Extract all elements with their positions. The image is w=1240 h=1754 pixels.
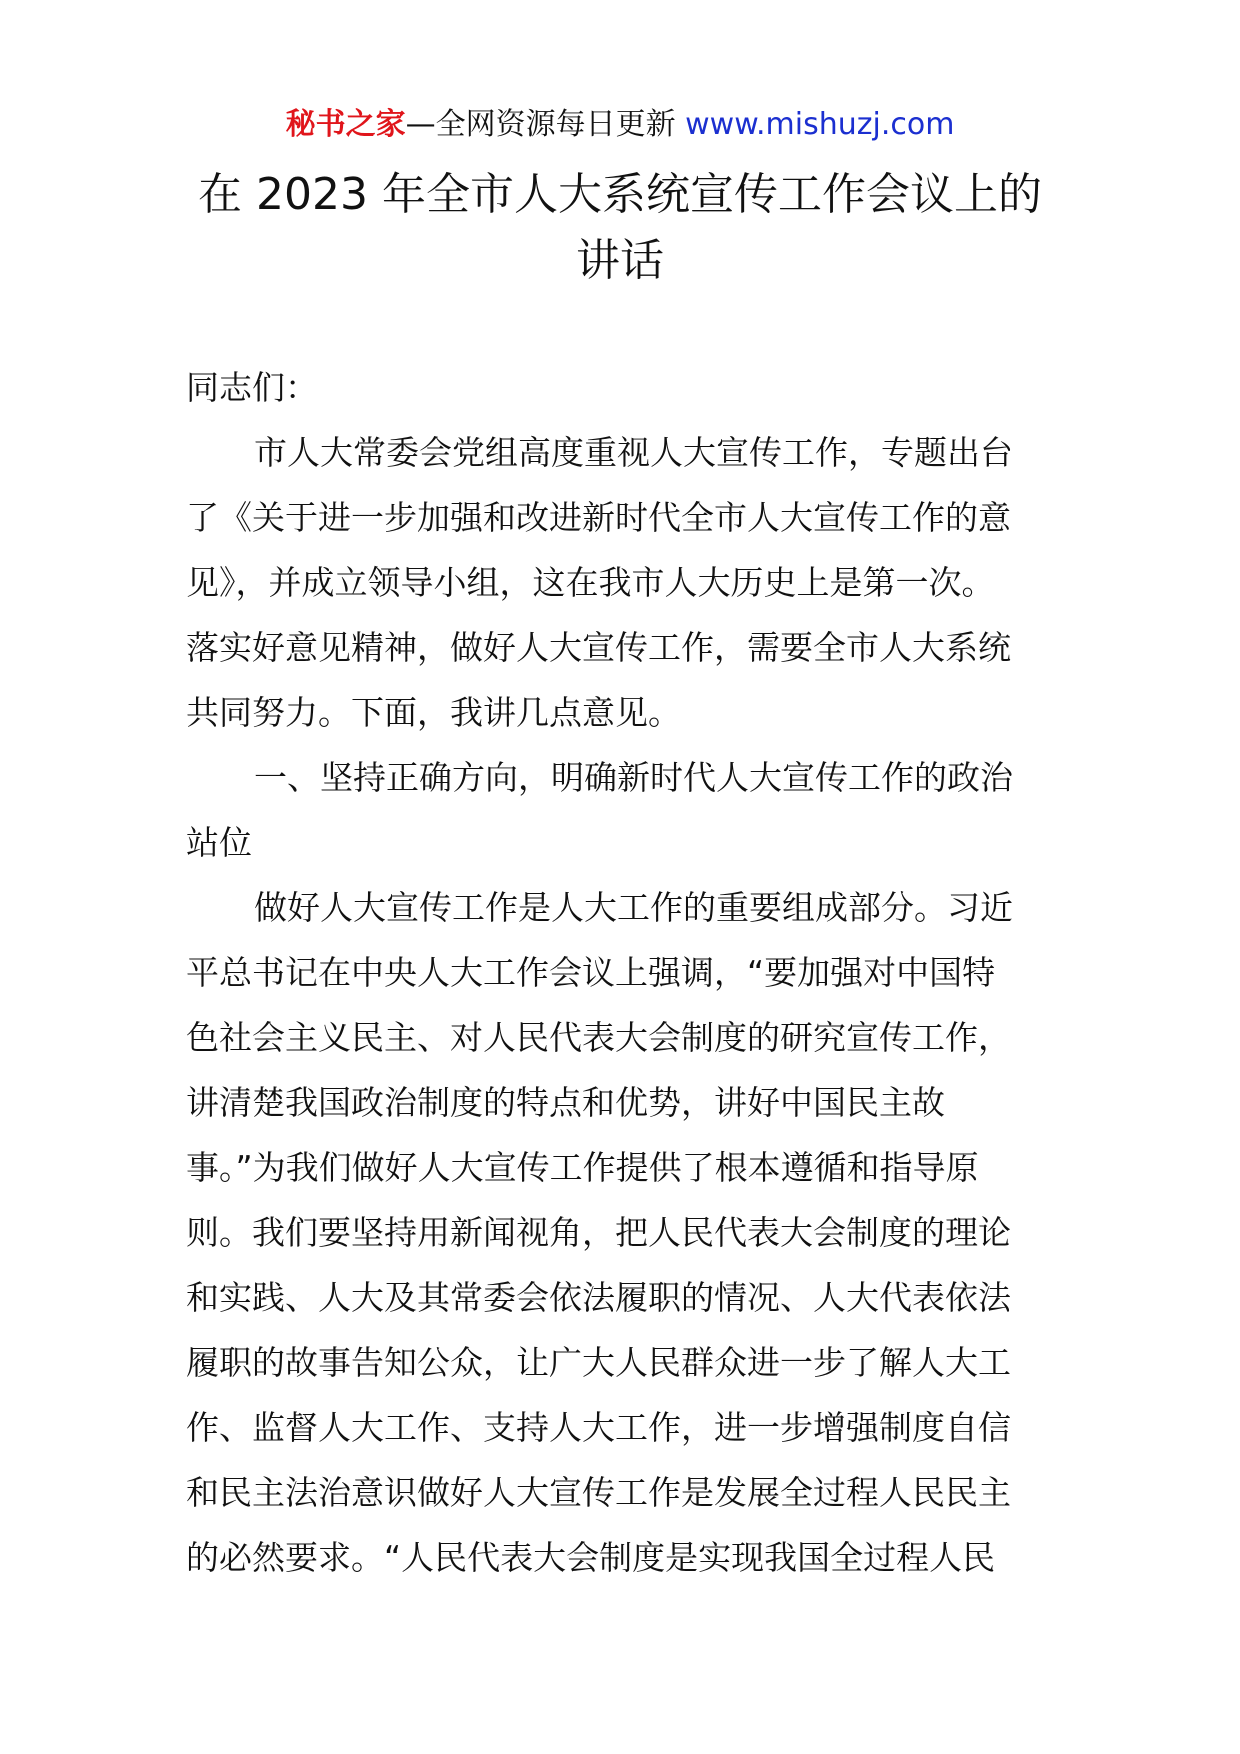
- paragraph-line: 了《关于进一步加强和改进新时代全市人大宣传工作的意: [186, 498, 1011, 537]
- banner-tagline: —全网资源每日更新: [405, 107, 686, 142]
- paragraph-line: 讲清楚我国政治制度的特点和优势，讲好中国民主故: [186, 1083, 945, 1122]
- paragraph-line: 则。我们要坚持用新闻视角，把人民代表大会制度的理论: [186, 1213, 1011, 1252]
- paragraph-line: 和民主法治意识做好人大宣传工作是发展全过程人民民主: [186, 1473, 1011, 1512]
- paragraph-line: 的必然要求。“人民代表大会制度是实现我国全过程人民: [186, 1538, 996, 1577]
- paragraph-line: 做好人大宣传工作是人大工作的重要组成部分。习近: [254, 888, 1013, 927]
- paragraph-line: 见》，并成立领导小组，这在我市人大历史上是第一次。: [186, 563, 995, 602]
- paragraph-line: 色社会主义民主、对人民代表大会制度的研究宣传工作，: [186, 1018, 1011, 1057]
- document-body: [186, 355, 1056, 1590]
- banner-url-link[interactable]: www.mishuzj.com: [685, 107, 955, 142]
- section-heading-line: 一、坚持正确方向，明确新时代人大宣传工作的政治: [254, 758, 1013, 797]
- paragraph-line: 共同努力。下面，我讲几点意见。: [186, 693, 681, 732]
- paragraph-line: 履职的故事告知公众，让广大人民群众进一步了解人大工: [186, 1343, 1011, 1382]
- section-heading-line: 站位: [186, 823, 252, 862]
- banner-brand: 秘书之家: [285, 107, 406, 142]
- title-line-2: 讲话: [576, 235, 664, 286]
- title-line-1: 在 2023 年全市人大系统宣传工作会议上的: [198, 169, 1042, 220]
- paragraph-line: 市人大常委会党组高度重视人大宣传工作，专题出台: [254, 433, 1013, 472]
- paragraph-line: 和实践、人大及其常委会依法履职的情况、人大代表依法: [186, 1278, 1011, 1317]
- paragraph-line: 平总书记在中央人大工作会议上强调，“要加强对中国特: [186, 953, 996, 992]
- paragraph-line: 作、监督人大工作、支持人大工作，进一步增强制度自信: [186, 1408, 1011, 1447]
- paragraph-line: 事。”为我们做好人大宣传工作提供了根本遵循和指导原: [186, 1148, 979, 1187]
- site-banner: [0, 103, 1240, 147]
- document-title: [150, 162, 1090, 294]
- salutation: 同志们：: [186, 368, 318, 407]
- paragraph-line: 落实好意见精神，做好人大宣传工作，需要全市人大系统: [186, 628, 1011, 667]
